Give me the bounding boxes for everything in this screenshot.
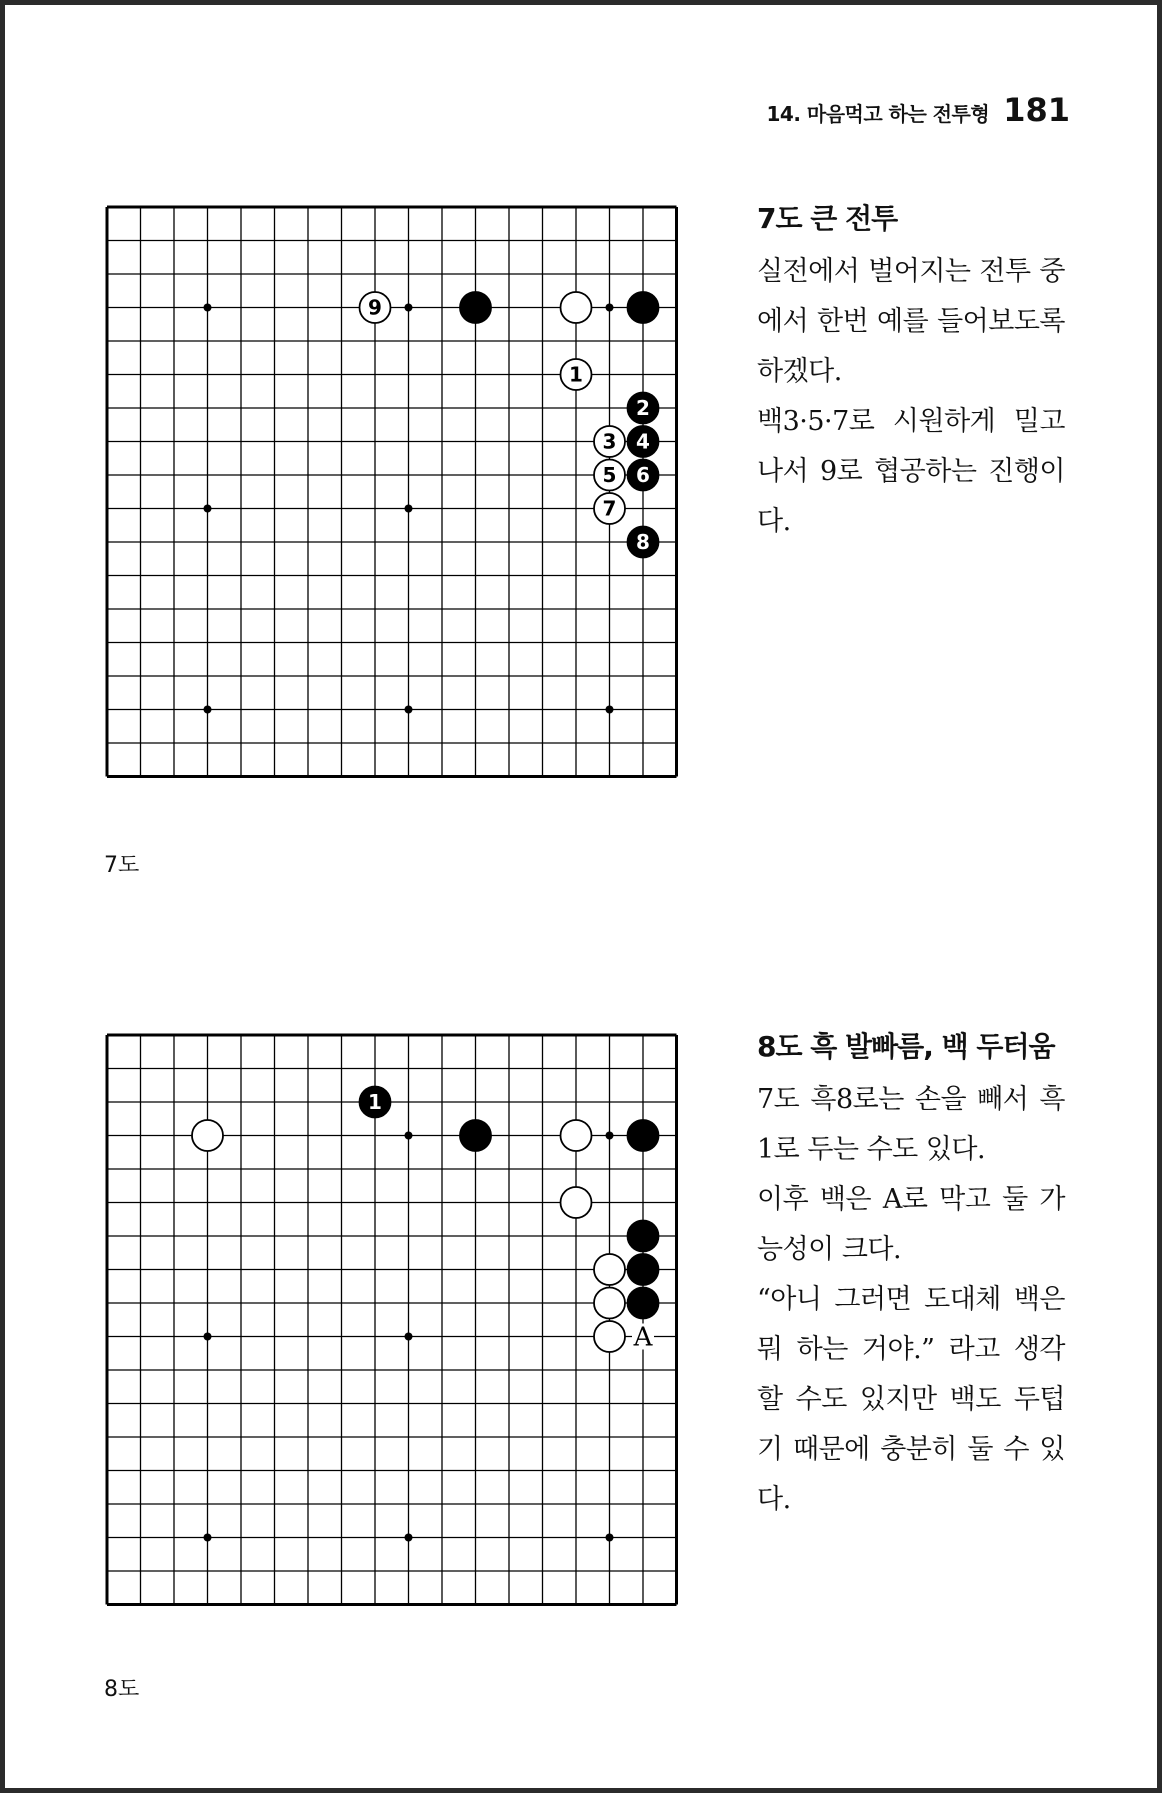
figure-7-commentary (757, 197, 1065, 547)
figure-7-paragraph-2: 백3·5·7로 시원하게 밀고 나서 9로 협공하는 진행이다. (757, 406, 1065, 537)
stone-move-number: 9 (368, 295, 382, 320)
star-point (405, 304, 413, 312)
grid-lines (107, 207, 677, 777)
black-stone (628, 292, 659, 323)
black-stone (628, 1254, 659, 1285)
black-stone (628, 1221, 659, 1252)
go-board-7-svg (104, 204, 711, 811)
star-point (204, 1333, 212, 1341)
grid-lines (107, 1035, 677, 1605)
stone-move-number: 3 (602, 429, 617, 454)
stone-move-number: 1 (368, 1090, 382, 1114)
black-stone (628, 1120, 659, 1151)
page-number: 181 (1003, 91, 1070, 129)
stone-move-number: 4 (636, 429, 650, 454)
white-stone (594, 1288, 625, 1319)
go-board-figure-7 (104, 204, 711, 811)
stone-move-number: 8 (636, 530, 650, 554)
star-point (405, 1534, 413, 1542)
star-point (204, 706, 212, 714)
star-point (405, 1333, 413, 1341)
figure-8-paragraph-1: 7도 흑8로는 손을 빼서 흑1로 두는 수도 있다. (757, 1084, 1065, 1165)
board-marker: A (633, 1322, 653, 1353)
running-header (705, 91, 1070, 129)
white-stone (594, 1254, 625, 1285)
go-board-figure-8 (104, 1032, 711, 1639)
stone-move-number: 7 (602, 496, 617, 521)
star-point (204, 304, 212, 312)
star-point (405, 1132, 413, 1140)
black-stone (628, 1288, 659, 1319)
white-stone (561, 292, 592, 323)
figure-8-commentary (757, 1025, 1065, 1525)
stone-move-number: 1 (569, 362, 583, 387)
figure-8-title: 8도 흑 발빠름, 백 두터움 (757, 1030, 1055, 1063)
black-stone (460, 1120, 491, 1151)
figure-7-paragraph-1: 실전에서 벌어지는 전투 중에서 한번 예를 들어보도록 하겠다. (757, 256, 1065, 387)
white-stone (561, 1120, 592, 1151)
figure-8-paragraph-2: 이후 백은 A로 막고 둘 가능성이 크다. (757, 1184, 1065, 1265)
chapter-title: 14. 마음먹고 하는 전투형 (766, 102, 990, 126)
star-point (606, 1534, 614, 1542)
star-point (606, 304, 614, 312)
figure-7-label: 7도 (104, 853, 140, 878)
white-stone (561, 1187, 592, 1218)
stone-move-number: 6 (636, 463, 650, 487)
black-stone (460, 292, 491, 323)
go-board-8-svg (104, 1032, 711, 1639)
star-point (204, 505, 212, 513)
star-point (405, 505, 413, 513)
figure-8-paragraph-3: “아니 그러면 도대체 백은 뭐 하는 거야.” 라고 생각할 수도 있지만 백도 두텁기 때문에 충분히 둘 수 있다. (757, 1284, 1065, 1515)
star-point (405, 706, 413, 714)
stone-move-number: 5 (602, 463, 617, 487)
stone-move-number: 2 (636, 396, 650, 420)
star-point (606, 706, 614, 714)
star-point (606, 1132, 614, 1140)
figure-7-title: 7도 큰 전투 (757, 202, 898, 235)
white-stone (594, 1321, 625, 1352)
white-stone (192, 1120, 223, 1151)
star-point (204, 1534, 212, 1542)
figure-8-label: 8도 (104, 1677, 140, 1702)
